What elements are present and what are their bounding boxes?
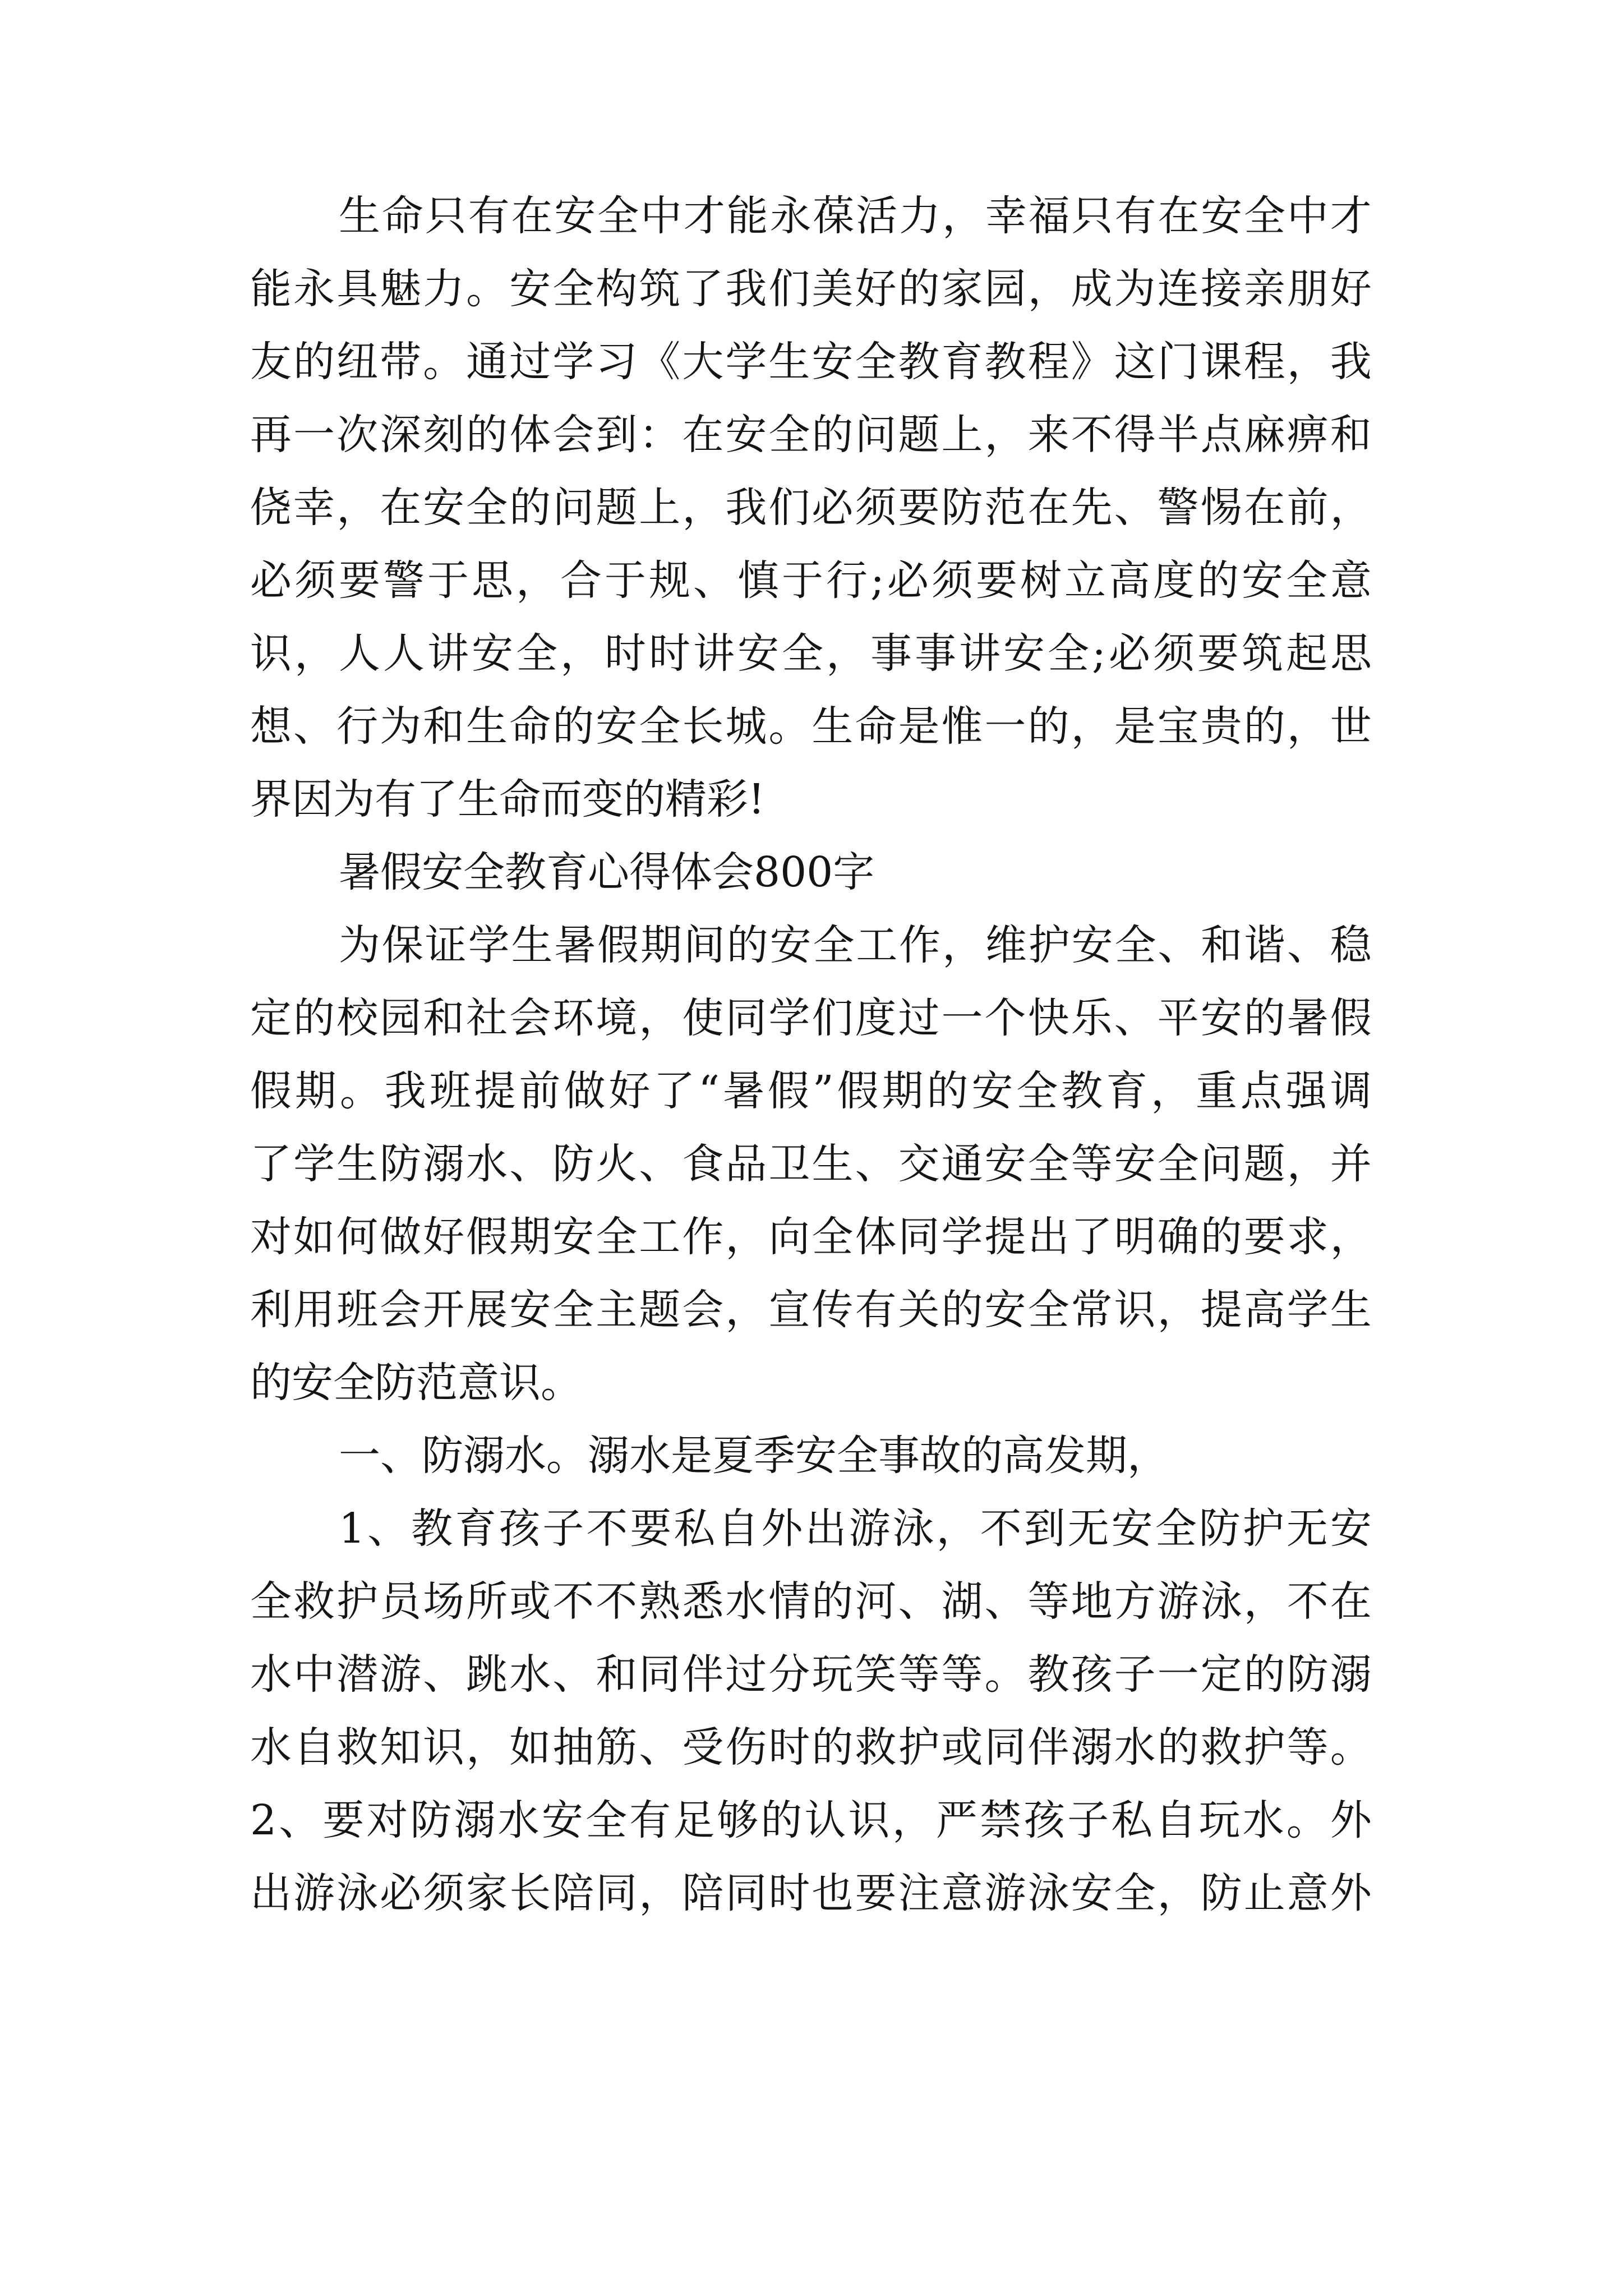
text-line: 识 ， 人 人 讲 安 全 ， 时 时 讲 安 全 ， 事 事 讲 安 全 ; 必 须 要 筑 起 思: [250, 629, 1372, 678]
text-line: 生 命 只 有 在 安 全 中 才 能 永 葆 活 力 ， 幸 福 只 有 在 安 全 中 才: [339, 192, 1372, 240]
text-line: 必 须 要 警 于 思 ， 合 于 规 、 慎 于 行 ; 必 须 要 树 立 高 度 的 安 全 意: [250, 556, 1372, 605]
text-line: 界因为有了生命而变的精彩!: [250, 775, 765, 823]
text-line: 能 永 具 魅 力 。 安 全 构 筑 了 我 们 美 好 的 家 园 ， 成 为 连 接 亲 朋 好: [250, 265, 1372, 313]
text-line: 的安全防范意识。: [250, 1359, 582, 1407]
text-line: 2 、 要 对 防 溺 水 安 全 有 足 够 的 认 识 ， 严 禁 孩 子 私 自 玩 水 。 外: [250, 1796, 1372, 1844]
text-line: 想 、 行 为 和 生 命 的 安 全 长 城 。 生 命 是 惟 一 的 ， 是 宝 贵 的 ， 世: [250, 702, 1372, 751]
text-line: 暑假安全教育心得体会800字: [339, 848, 875, 896]
text-line: 定 的 校 园 和 社 会 环 境 ， 使 同 学 们 度 过 一 个 快 乐 、 平 安 的 暑 假: [250, 994, 1372, 1042]
text-line: 再 一 次 深 刻 的 体 会 到 ： 在 安 全 的 问 题 上 ， 来 不 得 半 点 麻 痹 和: [250, 411, 1372, 459]
text-line: 对 如 何 做 好 假 期 安 全 工 作 ， 向 全 体 同 学 提 出 了 明 确 的 要 求 ，: [250, 1213, 1372, 1261]
text-line: 一、防溺水。溺水是夏季安全事故的高发期，: [339, 1432, 1169, 1480]
text-line: 全 救 护 员 场 所 或 不 不 熟 悉 水 情 的 河 、 湖 、 等 地 方 游 泳 ， 不 在: [250, 1577, 1372, 1626]
text-line: 为 保 证 学 生 暑 假 期 间 的 安 全 工 作 ， 维 护 安 全 、 和 谐 、 稳: [339, 921, 1372, 969]
text-line: 假 期 。 我 班 提 前 做 好 了 “ 暑 假 ” 假 期 的 安 全 教 育 ， 重 点 强 调: [250, 1067, 1372, 1115]
text-line: 利 用 班 会 开 展 安 全 主 题 会 ， 宣 传 有 关 的 安 全 常 识 ， 提 高 学 生: [250, 1286, 1372, 1334]
text-line: 友 的 纽 带 。 通 过 学 习 《 大 学 生 安 全 教 育 教 程 》 这 门 课 程 ， 我: [250, 338, 1372, 386]
text-line: 出 游 泳 必 须 家 长 陪 同 ， 陪 同 时 也 要 注 意 游 泳 安 全 ， 防 止 意 外: [250, 1869, 1372, 1917]
text-line: 了 学 生 防 溺 水 、 防 火 、 食 品 卫 生 、 交 通 安 全 等 安 全 问 题 ， 并: [250, 1140, 1372, 1188]
text-line: 1 、 教 育 孩 子 不 要 私 自 外 出 游 泳 ， 不 到 无 安 全 防 护 无 安: [339, 1504, 1372, 1553]
text-line: 侥 幸 ， 在 安 全 的 问 题 上 ， 我 们 必 须 要 防 范 在 先 、 警 惕 在 前 ，: [250, 484, 1372, 532]
text-line: 水 自 救 知 识 ， 如 抽 筋 、 受 伤 时 的 救 护 或 同 伴 溺 水 的 救 护 等 。: [250, 1723, 1372, 1772]
text-line: 水 中 潜 游 、 跳 水 、 和 同 伴 过 分 玩 笑 等 等 。 教 孩 子 一 定 的 防 溺: [250, 1650, 1372, 1699]
